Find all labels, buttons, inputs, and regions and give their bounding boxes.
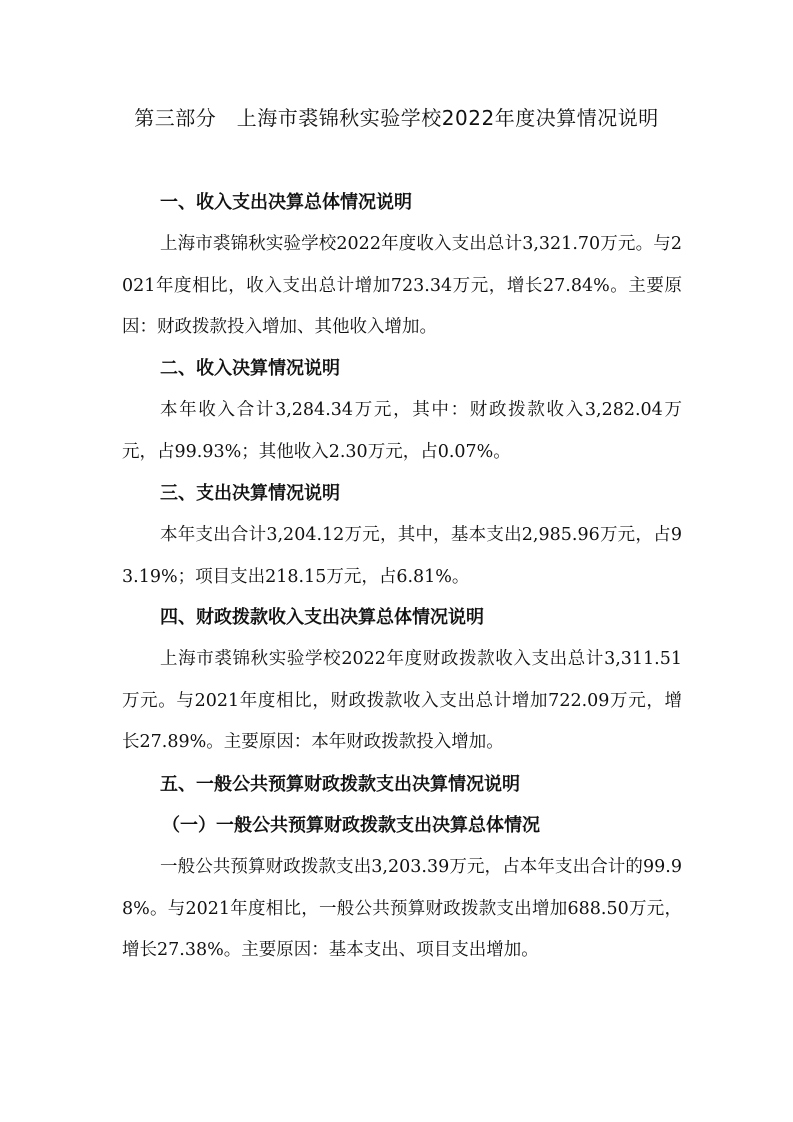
section-paragraph: 本年收入合计3,284.34万元，其中：财政拨款收入3,282.04万元，占99.93%；其他收入2.30万元，占0.07%。 [122, 400, 682, 462]
section-4 [122, 605, 682, 764]
section-heading: 五、一般公共预算财政拨款支出决算情况说明 [160, 774, 520, 795]
section-heading: 四、财政拨款收入支出决算总体情况说明 [160, 607, 484, 628]
section-heading: 三、支出决算情况说明 [160, 483, 340, 504]
section-1 [122, 190, 682, 349]
section-paragraph: 上海市裘锦秋实验学校2022年度财政拨款收入支出总计3,311.51万元。与2021年度相比，财政拨款收入支出总计增加722.09万元，增长27.89%。主要原因：本年财政拨款投入增加。 [122, 649, 682, 752]
section-3 [122, 481, 682, 598]
section-paragraph: 一般公共预算财政拨款支出3,203.39万元，占本年支出合计的99.98%。与2021年度相比，一般公共预算财政拨款支出增加688.50万元，增长27.38%。主要原因：基本支出、项目支出增加。 [122, 857, 682, 960]
section-paragraph: 上海市裘锦秋实验学校2022年度收入支出总计3,321.70万元。与2021年度相比，收入支出总计增加723.34万元，增长27.84%。主要原因：财政拨款投入增加、其他收入增加。 [122, 234, 682, 337]
section-2 [122, 356, 682, 473]
subsection-heading: （一）一般公共预算财政拨款支出决算总体情况 [162, 815, 540, 836]
section-heading: 一、收入支出决算总体情况说明 [160, 192, 412, 213]
section-heading: 二、收入决算情况说明 [160, 358, 340, 379]
page-title: 第三部分 上海市裘锦秋实验学校2022年度决算情况说明 [134, 106, 659, 130]
section-5 [122, 772, 682, 972]
section-paragraph: 本年支出合计3,204.12万元，其中，基本支出2,985.96万元，占93.19%；项目支出218.15万元，占6.81%。 [122, 525, 682, 587]
